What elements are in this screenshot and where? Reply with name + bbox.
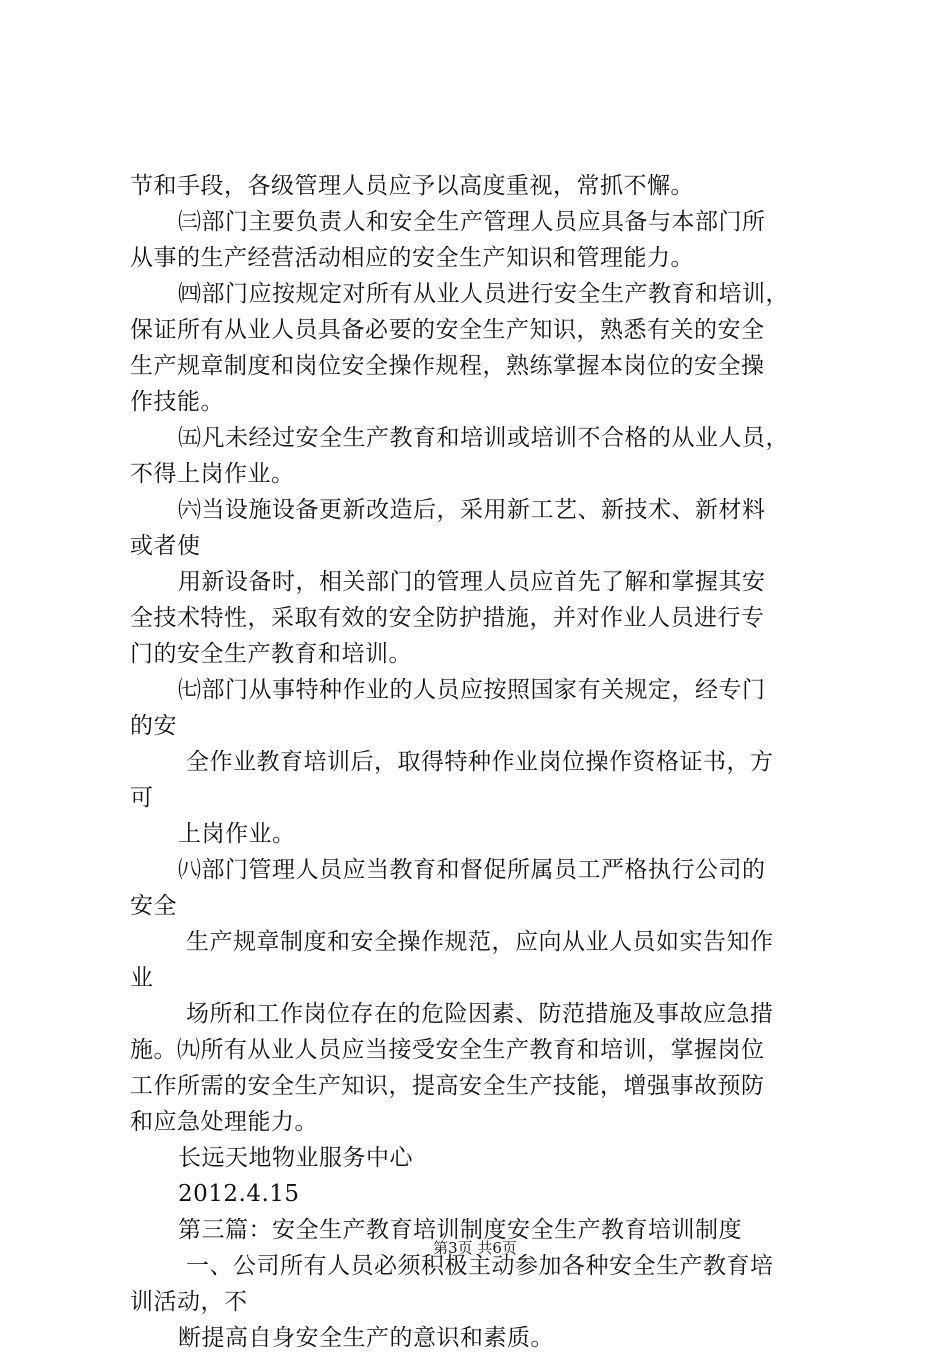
text-line: 作技能。 xyxy=(130,389,224,415)
page-number-footer: 第3页 共6页 xyxy=(433,1239,517,1257)
text-line: 节和手段，各级管理人员应予以高度重视，常抓不懈。 xyxy=(130,173,694,199)
signature-org: 长远天地物业服务中心 xyxy=(178,1145,413,1171)
text-line: 施。㈨所有从业人员应当接受安全生产教育和培训，掌握岗位 xyxy=(130,1037,765,1063)
text-line: 业 xyxy=(130,965,154,991)
text-line: 用新设备时，相关部门的管理人员应首先了解和掌握其安 xyxy=(178,569,766,595)
text-line: 工作所需的安全生产知识，提高安全生产技能，增强事故预防 xyxy=(130,1073,765,1099)
text-line: 保证所有从业人员具备必要的安全生产知识，熟悉有关的安全 xyxy=(130,317,765,343)
text-line: 从事的生产经营活动相应的安全生产知识和管理能力。 xyxy=(130,245,694,271)
text-line: 生产规章制度和岗位安全操作规程，熟练掌握本岗位的安全操 xyxy=(130,353,765,379)
section-heading: 第三篇：安全生产教育培训制度安全生产教育培训制度 xyxy=(178,1217,742,1243)
signature-date: 2012.4.15 xyxy=(178,1181,300,1207)
text-line: 可 xyxy=(130,785,154,811)
text-line: ㈦部门从事特种作业的人员应按照国家有关规定，经专门 xyxy=(178,677,766,703)
text-line: ㈧部门管理人员应当教育和督促所属员工严格执行公司的 xyxy=(178,857,766,883)
text-line: 门的安全生产教育和培训。 xyxy=(130,641,412,667)
text-line: 生产规章制度和安全操作规范，应向从业人员如实告知作 xyxy=(186,929,774,955)
text-line: 全作业教育培训后，取得特种作业岗位操作资格证书，方 xyxy=(186,749,774,775)
text-line: ㈣部门应按规定对所有从业人员进行安全生产教育和培训， xyxy=(178,281,789,307)
text-line: 不得上岗作业。 xyxy=(130,461,295,487)
text-line: 场所和工作岗位存在的危险因素、防范措施及事故应急措 xyxy=(186,1001,774,1027)
text-line: 的安 xyxy=(130,713,177,739)
text-line: 一、公司所有人员必须积极主动参加各种安全生产教育培 xyxy=(186,1253,774,1279)
text-line: 断提高自身安全生产的意识和素质。 xyxy=(178,1325,554,1351)
text-line: 全技术特性，采取有效的安全防护措施，并对作业人员进行专 xyxy=(130,605,765,631)
text-line: 安全 xyxy=(130,893,177,919)
text-line: ㈥当设施设备更新改造后，采用新工艺、新技术、新材料 xyxy=(178,497,766,523)
text-line: ㈤凡未经过安全生产教育和培训或培训不合格的从业人员， xyxy=(178,425,789,451)
text-line: 上岗作业。 xyxy=(178,821,296,847)
document-body xyxy=(130,168,840,1356)
text-line: 和应急处理能力。 xyxy=(130,1109,318,1135)
text-line: 训活动，不 xyxy=(130,1289,248,1315)
text-line: ㈢部门主要负责人和安全生产管理人员应具备与本部门所 xyxy=(178,209,766,235)
text-line: 或者使 xyxy=(130,533,201,559)
